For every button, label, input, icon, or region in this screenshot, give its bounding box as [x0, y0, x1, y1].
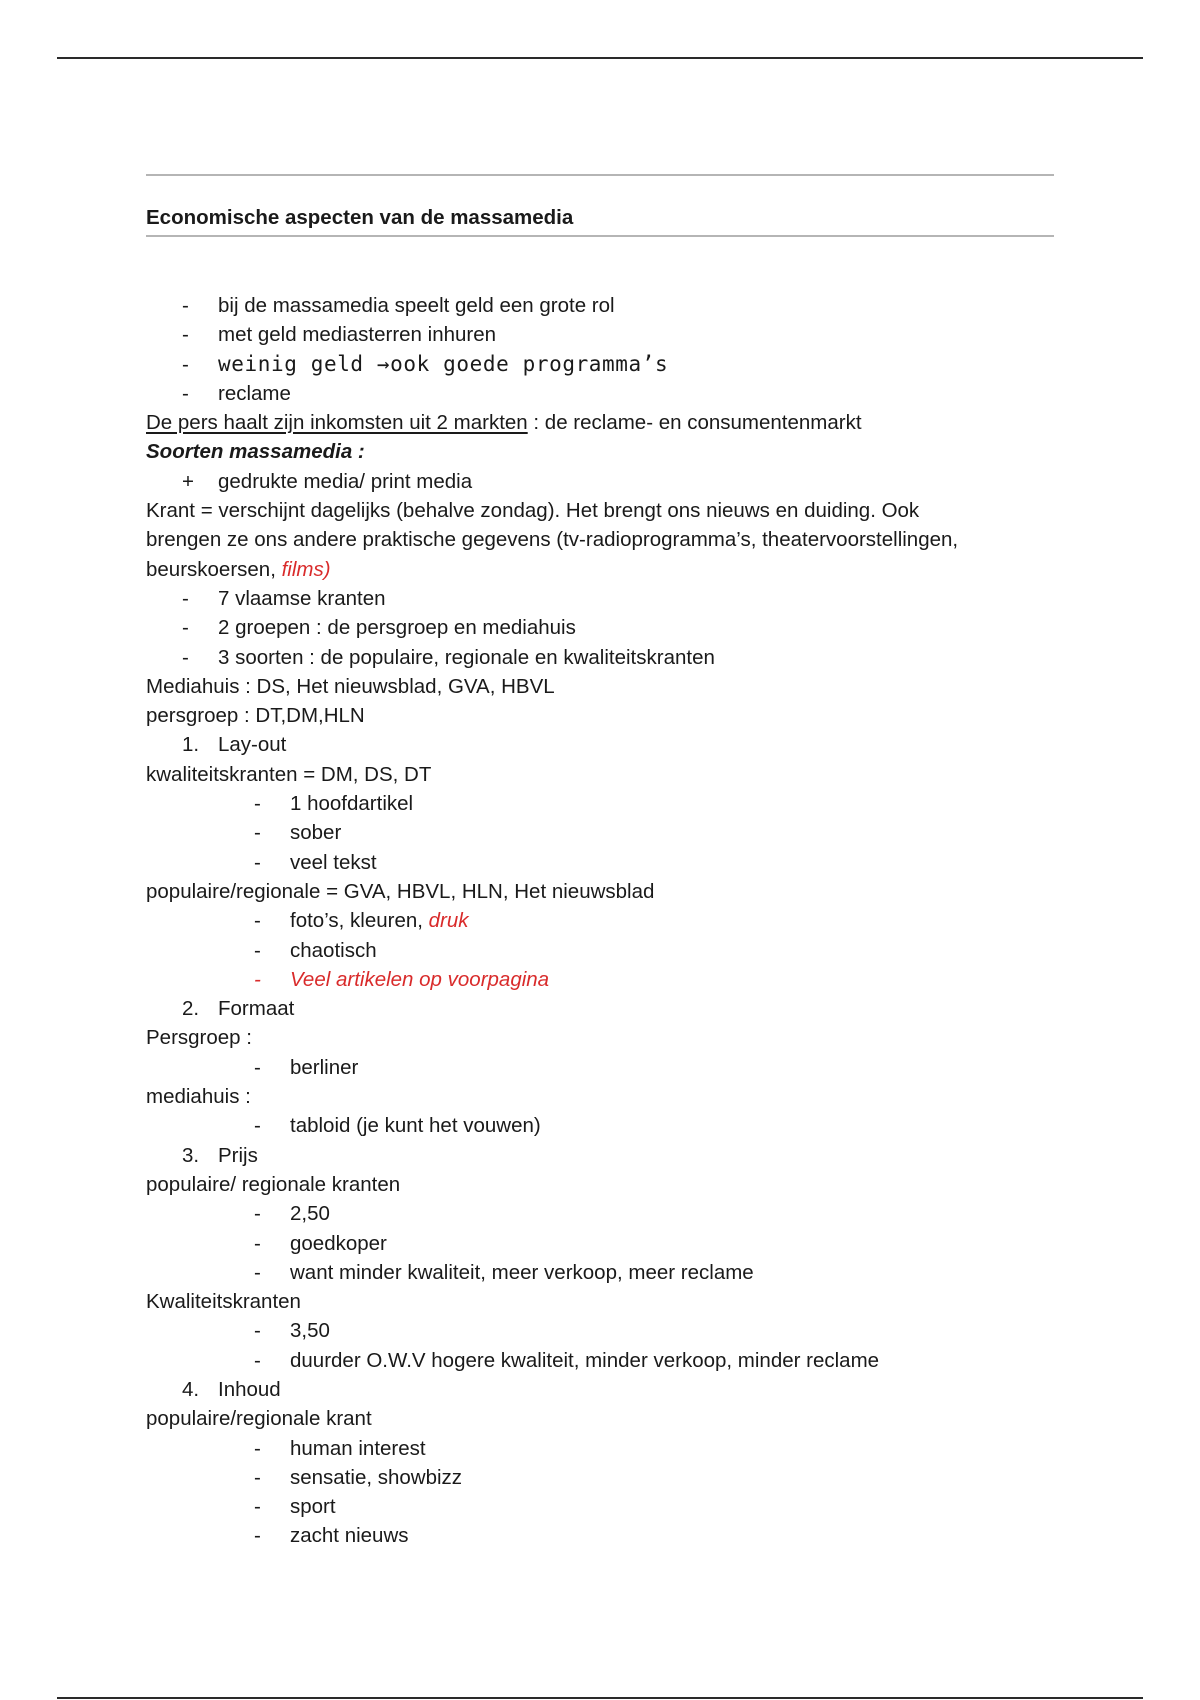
list-item: - veel tekst — [146, 848, 1056, 877]
dash-marker: - — [182, 352, 189, 376]
soorten-heading: Soorten massamedia : — [146, 440, 365, 464]
list-item: - sober — [146, 818, 1056, 847]
list-item: - 1 hoofdartikel — [146, 789, 1056, 818]
list-item: - 3,50 — [146, 1316, 1056, 1345]
dash-marker: - — [254, 1465, 261, 1489]
dash-marker: - — [182, 323, 189, 347]
list-item: - weinig geld →ook goede programma’s — [146, 350, 1056, 379]
dash-marker: - — [182, 586, 189, 610]
dash-marker: - — [254, 1260, 261, 1284]
dash-marker: - — [254, 792, 261, 816]
persgroep-line: persgroep : DT,DM,HLN — [146, 704, 365, 728]
subheading: kwaliteitskranten = DM, DS, DT — [146, 762, 432, 786]
dash-marker: - — [254, 909, 261, 933]
dash-marker: - — [254, 821, 261, 845]
list-item: - met geld mediasterren inhuren — [146, 320, 1056, 349]
list-item: - bij de massamedia speelt geld een grote rol — [146, 291, 1056, 320]
section-prijs: 3. Prijs — [182, 1143, 258, 1167]
list-item: - duurder O.W.V hogere kwaliteit, minder verkoop, minder reclame — [146, 1346, 1056, 1375]
subheading: populaire/regionale = GVA, HBVL, HLN, Het nieuwsblad — [146, 879, 655, 903]
dash-marker: - — [254, 938, 261, 962]
subheading: mediahuis : — [146, 1085, 251, 1109]
paragraph-line: beurskoersen, films) — [146, 557, 331, 581]
title-top-rule — [146, 174, 1054, 176]
dash-marker: - — [254, 1055, 261, 1079]
list-item: - 3 soorten : de populaire, regionale en kwaliteitskranten — [146, 643, 1056, 672]
list-item: - chaotisch — [146, 936, 1056, 965]
dash-marker: - — [182, 616, 189, 640]
list-item: - sport — [146, 1492, 1056, 1521]
document-body — [146, 291, 1056, 1551]
page-top-rule — [57, 57, 1143, 59]
list-item: - reclame — [146, 379, 1056, 408]
paragraph-line: brengen ze ons andere praktische gegevens (tv-radioprogramma’s, theatervoorstellingen, — [146, 528, 959, 552]
document — [146, 174, 1056, 1551]
document-title: Economische aspecten van de massamedia — [146, 206, 574, 229]
section-layout: 1. Lay-out — [182, 733, 287, 757]
list-item: - berliner — [146, 1053, 1056, 1082]
subheading: Kwaliteitskranten — [146, 1290, 301, 1314]
dash-marker: - — [182, 381, 189, 405]
dash-marker: - — [254, 850, 261, 874]
subheading: populaire/ regionale kranten — [146, 1172, 401, 1196]
title-bottom-rule — [146, 235, 1054, 237]
list-item: - 2 groepen : de persgroep en mediahuis — [146, 613, 1056, 642]
list-item: - 2,50 — [146, 1199, 1056, 1228]
dash-marker: - — [254, 1436, 261, 1460]
section-inhoud: 4. Inhoud — [182, 1377, 281, 1401]
plus-marker: + — [182, 469, 194, 493]
subheading: populaire/regionale krant — [146, 1407, 372, 1431]
subheading: Persgroep : — [146, 1026, 252, 1050]
list-item: - goedkoper — [146, 1229, 1056, 1258]
dash-marker: - — [254, 1495, 261, 1519]
list-item — [146, 965, 1056, 994]
list-item: - tabloid (je kunt het vouwen) — [146, 1111, 1056, 1140]
dash-marker: - — [182, 645, 189, 669]
pers-sentence: De pers haalt zijn inkomsten uit 2 markten : de reclame- en consumentenmarkt — [146, 411, 862, 435]
dash-marker: - — [254, 1524, 261, 1548]
dash-marker: - — [254, 967, 261, 991]
page-bottom-rule — [57, 1697, 1143, 1699]
dash-marker: - — [182, 294, 189, 317]
list-item: - human interest — [146, 1434, 1056, 1463]
highlight-text: Veel artikelen op voorpagina — [290, 967, 550, 991]
paragraph-line: Krant = verschijnt dagelijks (behalve zondag). Het brengt ons nieuws en duiding. Ook — [146, 499, 920, 523]
list-item: - 7 vlaamse kranten — [146, 584, 1056, 613]
dash-marker: - — [254, 1202, 261, 1226]
list-item: + gedrukte media/ print media — [146, 467, 1056, 496]
section-formaat: 2. Formaat — [182, 997, 295, 1021]
dash-marker: - — [254, 1319, 261, 1343]
list-item: - zacht nieuws — [146, 1521, 1056, 1550]
list-item: - foto’s, kleuren, druk — [146, 906, 1056, 935]
pers-underlined: De pers haalt zijn inkomsten uit 2 markten — [146, 411, 528, 435]
list-item: - sensatie, showbizz — [146, 1463, 1056, 1492]
dash-marker: - — [254, 1114, 261, 1138]
dash-marker: - — [254, 1231, 261, 1255]
list-item: - want minder kwaliteit, meer verkoop, meer reclame — [146, 1258, 1056, 1287]
dash-marker: - — [254, 1348, 261, 1372]
mediahuis-line: Mediahuis : DS, Het nieuwsblad, GVA, HBVL — [146, 674, 555, 698]
highlight-text: druk — [428, 909, 469, 933]
highlight-text: films) — [281, 557, 331, 581]
